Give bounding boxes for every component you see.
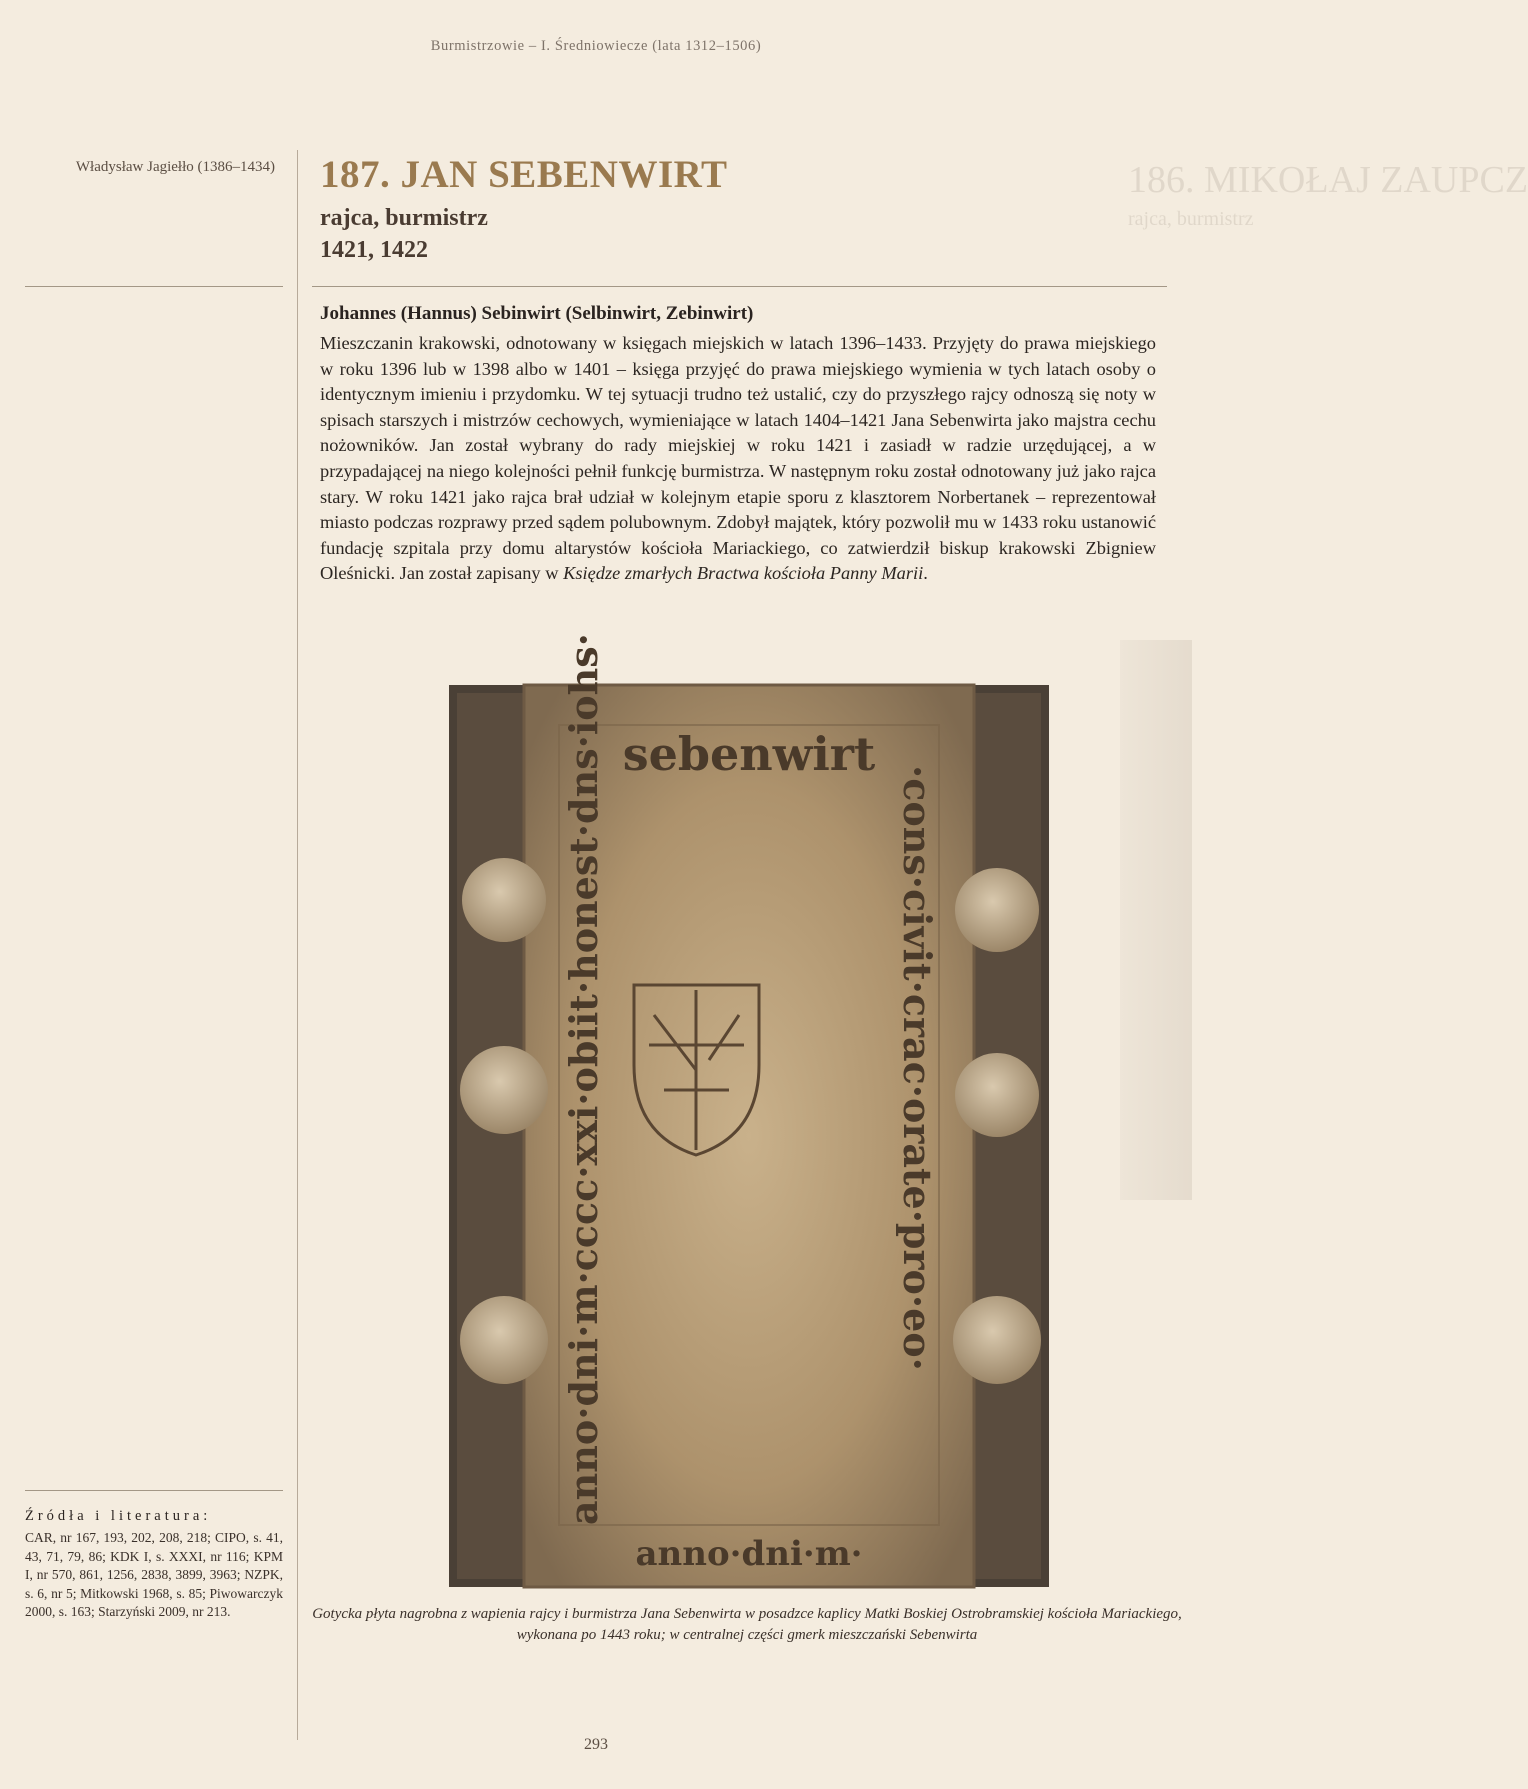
entry-body	[320, 331, 1156, 587]
sources-text: CAR, nr 167, 193, 202, 208, 218; CIPO, s. 41, 43, 71, 79, 86; KDK I, s. XXXI, nr 116; KPM I, nr 570, 861, 1256, 2838, 3899, 3963; NZPK, s. 6, nr 5; Mitkowski 1968, s. 85; Piwowarczyk 2000, s. 163; Starzyński 2009, nr 213.	[25, 1530, 283, 1619]
entry-body-end: .	[923, 563, 928, 584]
entry-title: 187. JAN SEBENWIRT	[320, 153, 728, 196]
inscription-left: anno·dni·m·cccc·xxi·obiit·honest·dns·iohs·	[561, 633, 606, 1525]
bleed-through: 186. MIKOŁAJ ZAUPCZ rajca, burmistrz	[1128, 159, 1528, 230]
page-number: 293	[584, 1736, 608, 1753]
entry-body-italic: Księdze zmarłych Bractwa kościoła Panny Marii	[563, 563, 924, 584]
column-divider	[297, 150, 298, 1740]
inscription-top: sebenwirt	[622, 727, 876, 781]
entry-years: 1421, 1422	[320, 237, 428, 263]
side-rule	[25, 286, 283, 287]
bleed-through-shade	[1120, 640, 1192, 1200]
side-reign-label: Władysław Jagiełło (1386–1434)	[75, 159, 275, 175]
entry-body-text: Mieszczanin krakowski, odnotowany w księgach miejskich w latach 1396–1433. Przyjęty do prawa miejskiego w roku 1396 lub w 1398 albo w 1401 – księga przyjęć do prawa miejskiego wymienia w tych latach osoby o identycznym imieniu i przydomku. W tej sytuacji trudno też ustalić, czy do przyszłego rajcy odnoszą się noty w spisach starszych i mistrzów cechowych, wymieniające w latach 1404–1421 Jana Sebenwirta jako majstra cechu nożowników. Jan został wybrany do rady miejskiej w roku 1421 i zasiadł w radzie urzędującej, a w przypadającej na niego kolejności pełnił funkcję burmistrza. W następnym roku został odnotowany już jako rajca stary. W roku 1421 jako rajca brał udział w kolejnym etapie sporu z klasztorem Norbertanek – reprezentował miasto podczas rozprawy przed sądem polubownym. Zdobył majątek, który pozwolił mu w 1433 roku ustanowić fundację szpitala przy domu altarystów kościoła Mariackiego, co zatwierdził biskup krakowski Zbigniew Oleśnicki. Jan został zapisany w	[320, 333, 1156, 584]
inscription-right: ·cons·civit·crac·orate·pro·eo·	[895, 765, 940, 1371]
tombstone-photo	[449, 633, 1049, 1587]
inscription-bottom: anno·dni·m·	[635, 1534, 863, 1574]
tombstone-icon	[449, 633, 1049, 1587]
running-head: Burmistrzowie – I. Średniowiecze (lata 1312–1506)	[430, 38, 762, 54]
entry-role: rajca, burmistrz	[320, 205, 488, 231]
header-rule	[312, 286, 1167, 287]
entry-names: Johannes (Hannus) Sebinwirt (Selbinwirt, Zebinwirt)	[320, 303, 754, 324]
sources-rule	[25, 1490, 283, 1491]
sources-title: Źródła i literatura:	[25, 1508, 212, 1524]
photo-caption: Gotycka płyta nagrobna z wapienia rajcy i burmistrza Jana Sebenwirta w posadzce kaplicy Matki Boskiej Ostrobramskiej kościoła Mariackiego, wykonana po 1443 roku; w centralnej części gmerk mieszczański Sebenwirta	[312, 1606, 1182, 1643]
